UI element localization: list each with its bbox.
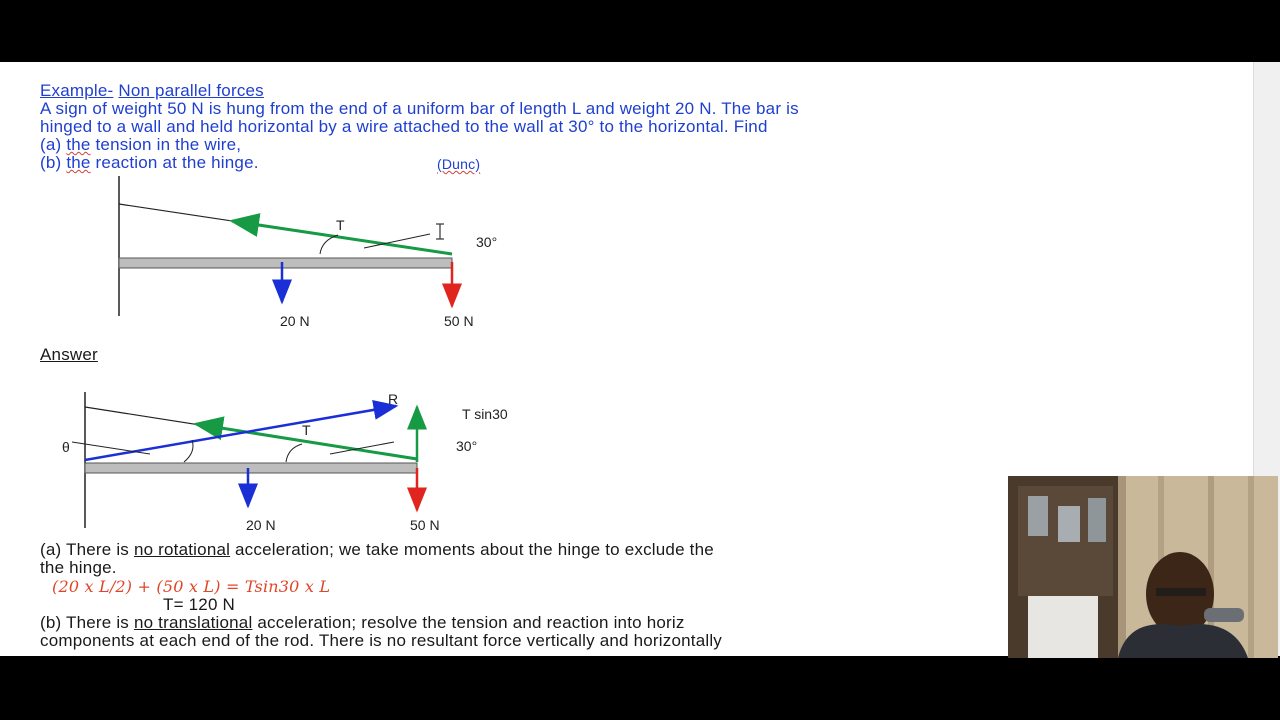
tension-label: T: [302, 422, 311, 438]
reaction-label: R: [388, 391, 399, 407]
weight-label-50n: 50 N: [410, 517, 440, 533]
answer-b-underlined: no translational: [133, 613, 253, 632]
angle-label: 30°: [476, 234, 498, 250]
part-b-label: (b): [40, 153, 62, 172]
webcam-overlay: [1008, 476, 1278, 658]
weight-label-50n: 50 N: [444, 313, 474, 329]
answer-a-prefix: (a) There is: [40, 540, 134, 559]
tension-result: T= 120 N: [163, 595, 235, 614]
answer-part-a-line-2: the hinge.: [40, 558, 117, 577]
text-cursor-icon: [436, 224, 444, 239]
tsin-label: T sin30: [462, 406, 508, 422]
diagram-answer: [0, 372, 620, 542]
answer-b-prefix: (b) There is: [40, 613, 134, 632]
problem-line-2: hinged to a wall and held horizontal by a wire attached to the wall at 30° to the horizontal. Find: [40, 117, 768, 136]
weight-label-20n: 20 N: [280, 313, 310, 329]
part-b-the: the: [66, 153, 91, 172]
diagram-problem: [0, 62, 600, 352]
answer-heading: Answer: [40, 345, 98, 364]
source-citation: (Dunc): [437, 156, 481, 172]
heading-prefix: Example-: [40, 81, 114, 100]
answer-part-a-line-1: [40, 541, 714, 559]
answer-a-text: acceleration; we take moments about the hinge to exclude the: [230, 540, 714, 559]
answer-a-underlined: no rotational: [133, 540, 231, 559]
angle-arc: [286, 444, 302, 462]
theta-label: θ: [62, 439, 70, 455]
part-a-text: tension in the wire,: [90, 135, 242, 154]
angle-label: 30°: [456, 438, 478, 454]
answer-part-b-line-2: components at each end of the rod. There is no resultant force vertically and horizontally: [40, 631, 723, 650]
moment-equation: (20 x L/2) + (50 x L) = Tsin30 x L: [52, 577, 331, 596]
answer-part-b-line-1: [40, 614, 685, 632]
weight-label-20n: 20 N: [246, 517, 276, 533]
part-a-the: the: [66, 135, 91, 154]
bar: [85, 463, 417, 473]
webcam-image: [1008, 476, 1278, 658]
bar: [119, 258, 452, 268]
part-b-text: reaction at the hinge.: [90, 153, 259, 172]
tension-label: T: [336, 217, 345, 233]
answer-b-text: acceleration; resolve the tension and reaction into horiz: [252, 613, 685, 632]
heading-title: Non parallel forces: [118, 81, 264, 100]
part-a-label: (a): [40, 135, 62, 154]
theta-reference: [72, 442, 150, 454]
problem-line-1: A sign of weight 50 N is hung from the end of a uniform bar of length L and weight 20 N. The bar is: [40, 99, 799, 118]
